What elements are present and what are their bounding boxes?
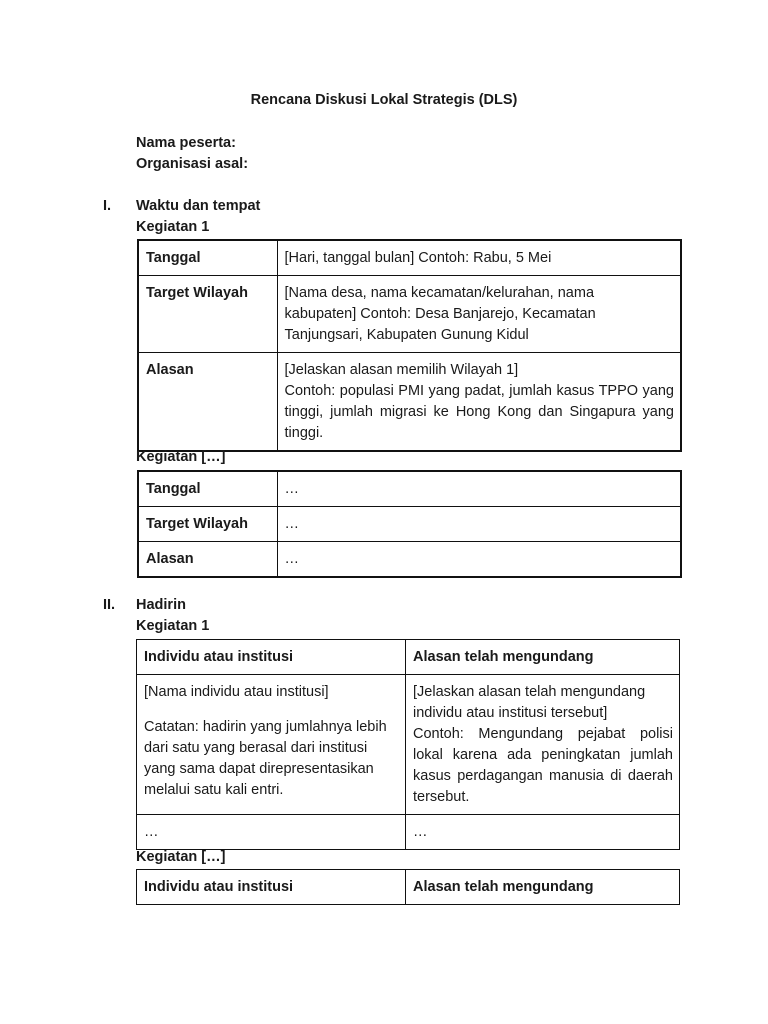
column-header: Alasan telah mengundang [406,640,680,675]
attendees-activity-n-label: Kegiatan […] [136,849,226,865]
reason-cell: … [406,815,680,850]
row-value: … [277,471,681,507]
table-row [138,353,681,452]
table-header-row [137,640,680,675]
attendee-cell: … [137,815,406,850]
table-row [138,276,681,353]
row-value: [Jelaskan alasan memilih Wilayah 1] Contoh: populasi PMI yang padat, jumlah kasus TPPO yang tinggi, jumlah migrasi ke Hong Kong dan Singapura yang tinggi. [277,353,681,452]
table-row [138,507,681,542]
reason-cell: [Jelaskan alasan telah mengundang individu atau institusi tersebut] Contoh: Mengundang pejabat polisi lokal karena ada peningkatan jumlah kasus perdagangan manusia di daerah tersebut. [406,675,680,815]
row-value: [Nama desa, nama kecamatan/kelurahan, nama kabupaten] Contoh: Desa Banjarejo, Kecamatan Tanjungsari, Kabupaten Gunung Kidul [277,276,681,353]
section-1-number: I. [103,198,112,214]
section-2-title: Hadirin [136,597,186,613]
table-row [137,675,680,815]
column-header: Individu atau institusi [137,870,406,905]
row-label: Alasan [138,353,277,452]
row-label: Alasan [138,542,277,578]
row-label: Target Wilayah [138,276,277,353]
column-header: Alasan telah mengundang [406,870,680,905]
participant-name-label: Nama peserta: [136,135,236,151]
attendees-activity-1-table [136,639,680,850]
origin-org-label: Organisasi asal: [136,156,249,172]
section-2-number: II. [103,597,116,613]
document-title: Rencana Diskusi Lokal Strategis (DLS) [250,92,518,108]
table-row [138,240,681,276]
row-value: [Hari, tanggal bulan] Contoh: Rabu, 5 Mei [277,240,681,276]
table-row [137,815,680,850]
activity-n-label: Kegiatan […] [136,449,226,465]
row-label: Tanggal [138,471,277,507]
activity-1-schedule-table [137,239,682,452]
attendees-activity-1-label: Kegiatan 1 [136,618,210,634]
column-header: Individu atau institusi [137,640,406,675]
table-row [138,471,681,507]
table-row [138,542,681,578]
activity-n-schedule-table [137,470,682,578]
section-1-title: Waktu dan tempat [136,198,261,214]
attendees-activity-n-table [136,869,680,905]
table-header-row [137,870,680,905]
activity-1-label: Kegiatan 1 [136,219,210,235]
row-label: Tanggal [138,240,277,276]
row-label: Target Wilayah [138,507,277,542]
row-value: … [277,507,681,542]
attendee-cell: [Nama individu atau institusi] Catatan: hadirin yang jumlahnya lebih dari satu yang berasal dari institusi yang sama dapat direpresentasikan melalui satu kali entri. [137,675,406,815]
row-value: … [277,542,681,578]
